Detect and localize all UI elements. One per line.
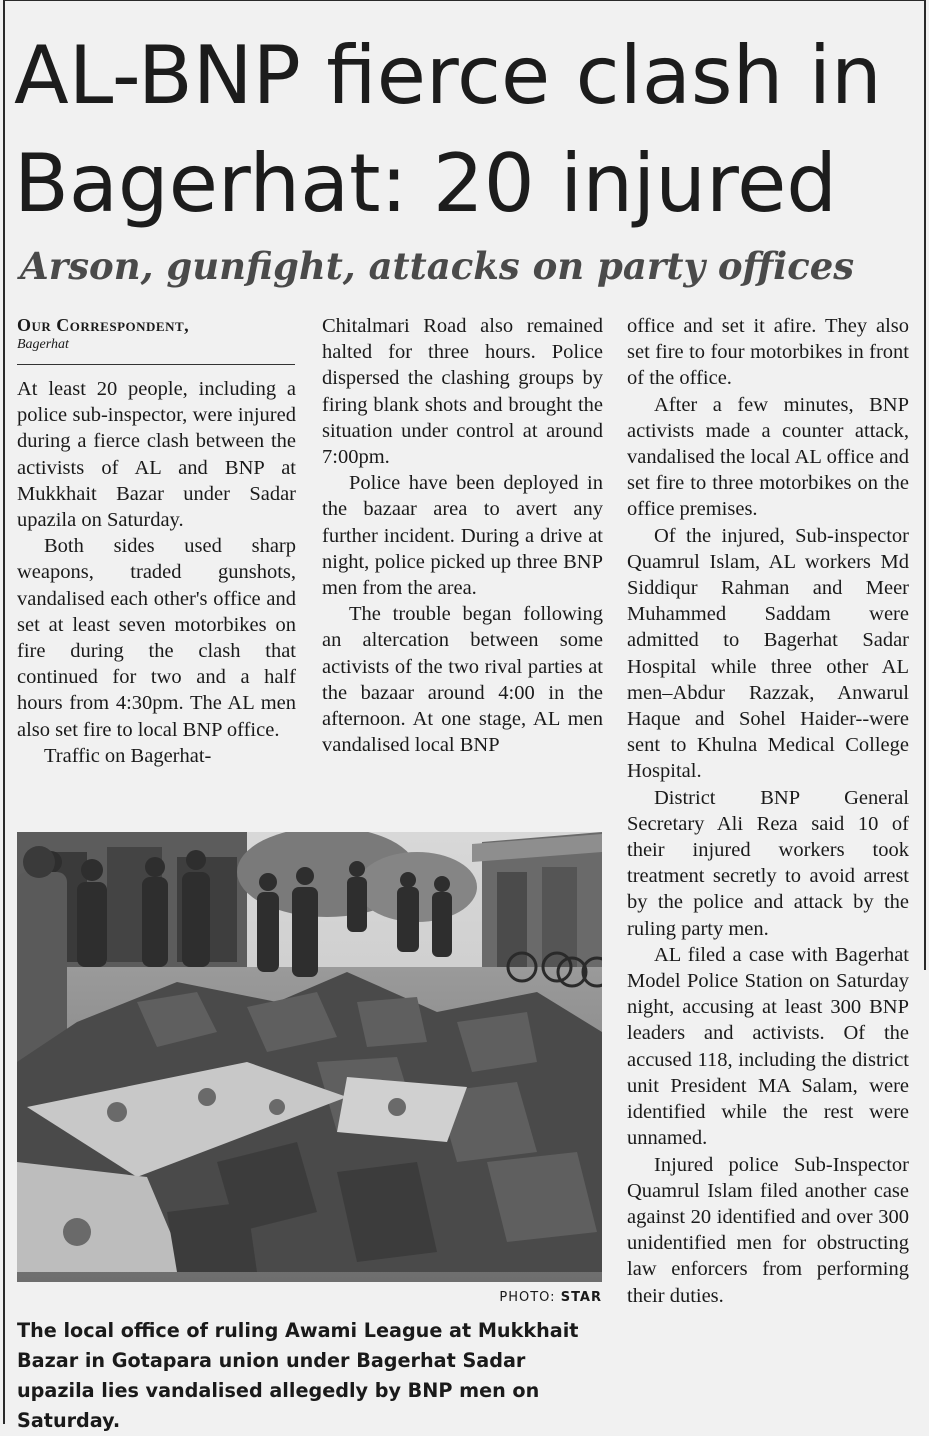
column-1 [17, 314, 297, 354]
paragraph: District BNP General Secretary Ali Reza said 10 of their injured workers took treatment secretly to avoid arrest by the police and attack by the ruling party men. [627, 786, 909, 940]
paragraph: Injured police Sub-Inspector Quamrul Islam filed another case against 20 identified and over 300 unidentified men for obstructing law enforcers from performing their duties. [627, 1153, 909, 1307]
column-1-body [17, 376, 296, 769]
byline-place: Bagerhat [17, 337, 69, 352]
byline-rule [17, 364, 295, 365]
photo-credit [17, 1290, 602, 1305]
headline [14, 22, 919, 238]
paragraph: Both sides used sharp weapons, traded gunshots, vandalised each other's office and set at least seven motorbikes on fire during the clash that continued for two and a half hours from 4:30pm. The AL men also set fire to local BNP office. [17, 535, 296, 741]
subheadline: Arson, gunfight, attacks on party offices [20, 244, 855, 288]
photo-caption: The local office of ruling Awami League at Mukkhait Bazar in Gotapara union under Bagerhat Sadar upazila lies vandalised allegedly by BNP men on Saturday. [17, 1319, 579, 1432]
paragraph: office and set it afire. They also set fire to four motorbikes in front of the office. [627, 315, 909, 390]
photo-credit-label: PHOTO: [499, 1290, 556, 1305]
paragraph: Of the injured, Sub-inspector Quamrul Islam, AL workers Md Siddiqur Rahman and Meer Muhammed Saddam were admitted to Bagerhat Sadar Hospital while three other AL men–Abdur Razzak, Anwarul Haque and Sohel Haider--were sent to Khulna Medical College Hospital. [627, 524, 909, 783]
top-border [3, 0, 926, 1]
paragraph: AL filed a case with Bagerhat Model Police Station on Saturday night, accusing at least 300 BNP leaders and activists. Of the accused 118, including the district unit President MA Salam, were identified while the rest were unnamed. [627, 943, 909, 1150]
left-border [3, 0, 5, 1424]
photo-credit-source: STAR [560, 1290, 602, 1305]
byline-name: Our Correspondent, [17, 315, 190, 335]
paragraph: Chitalmari Road also remained halted for three hours. Police dispersed the clashing groups by firing blank shots and brought the situation under control at around 7:00pm. [322, 315, 603, 469]
news-photo [17, 832, 602, 1282]
paragraph: Police have been deployed in the bazaar area to avert any further incident. During a drive at night, police picked up three BNP men from the area. [322, 472, 603, 600]
column-3 [627, 313, 909, 1309]
column-2 [322, 313, 603, 758]
headline-line-1: AL-BNP fierce clash in [14, 29, 882, 122]
headline-line-2: Bagerhat: 20 injured [14, 137, 838, 230]
paragraph: The trouble began following an altercation between some activists of the two rival parties at the bazaar around 4:00 in the afternoon. At one stage, AL men vandalised local BNP [322, 603, 603, 757]
paragraph: Traffic on Bagerhat- [44, 744, 212, 767]
paragraph: At least 20 people, including a police sub-inspector, were injured during a fierce clash between the activists of AL and BNP at Mukkhait Bazar under Sadar upazila on Saturday. [17, 378, 296, 532]
photo-illustration [17, 832, 602, 1282]
right-border [924, 0, 926, 970]
paragraph: After a few minutes, BNP activists made a counter attack, vandalised the local AL office and set fire to three motorbikes on the office premises. [627, 393, 909, 521]
